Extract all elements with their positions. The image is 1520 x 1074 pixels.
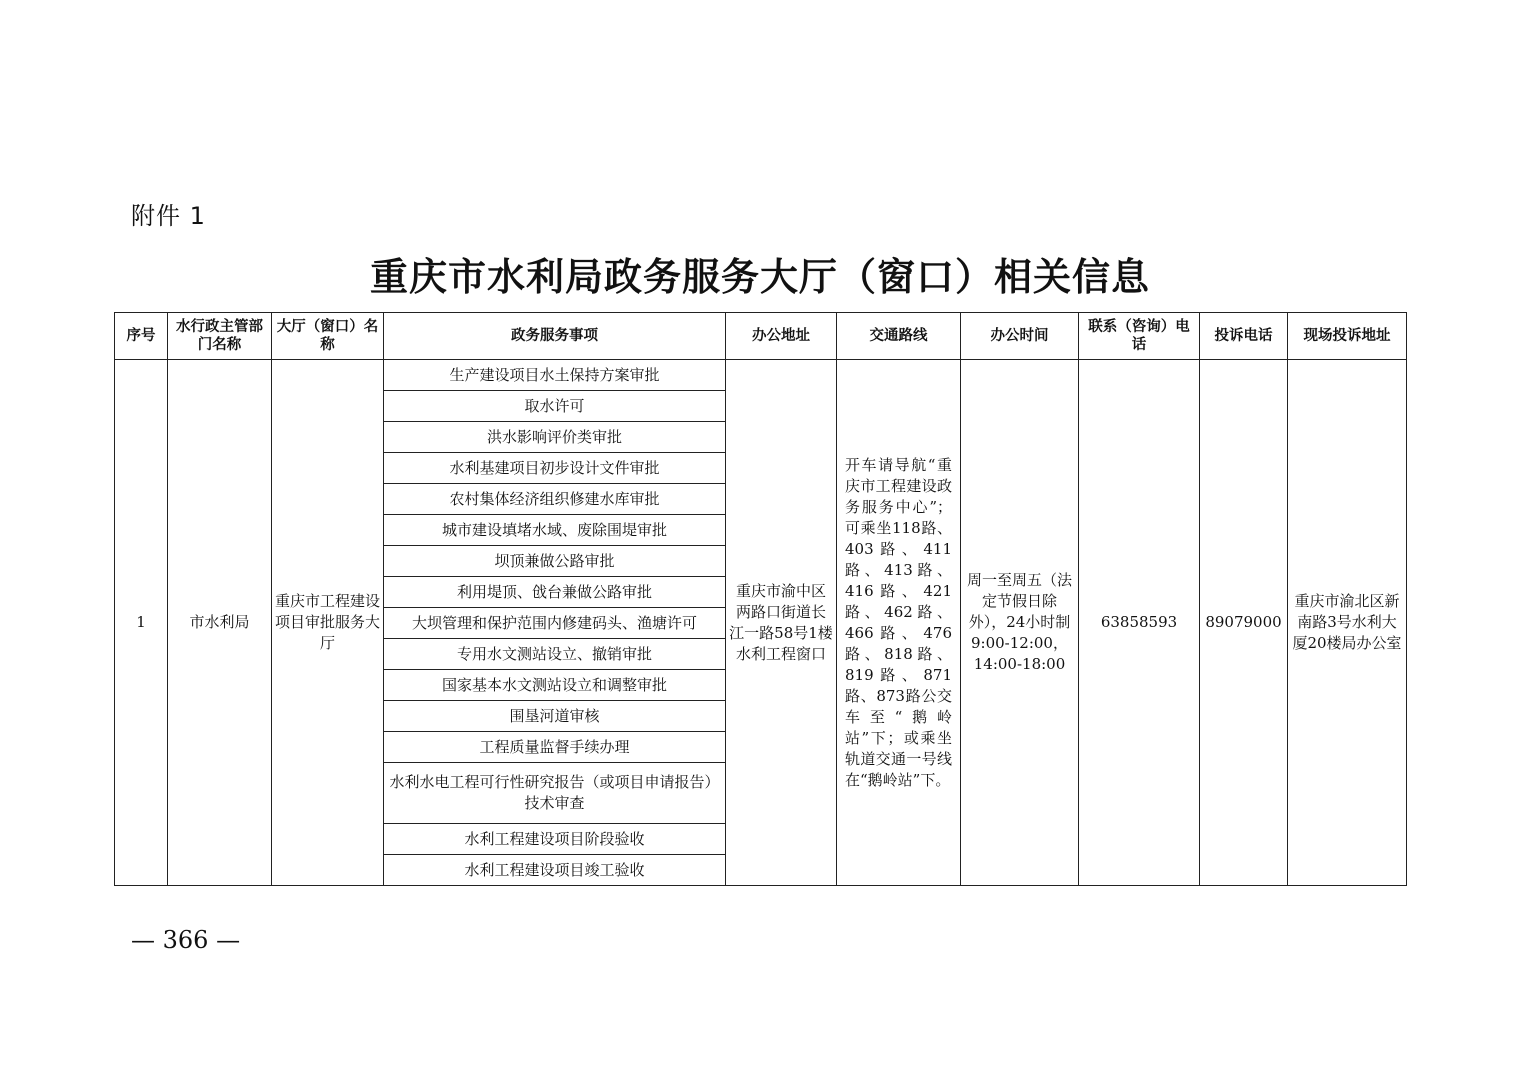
cell-hall: 重庆市工程建设项目审批服务大厅 [272,360,384,886]
header-hall: 大厅（窗口）名称 [272,313,384,360]
cell-consult-phone: 63858593 [1079,360,1200,886]
attachment-label: 附件 1 [131,202,206,230]
cell-complaint-phone: 89079000 [1200,360,1288,886]
cell-hours: 周一至周五（法定节假日除外），24小时制 9:00-12:00，14:00-18:00 [961,360,1079,886]
service-item: 水利工程建设项目竣工验收 [384,855,726,886]
cell-index: 1 [115,360,168,886]
header-address: 办公地址 [726,313,837,360]
header-row [115,313,1407,360]
service-item: 城市建设填堵水域、废除围堤审批 [384,515,726,546]
header-services: 政务服务事项 [384,313,726,360]
service-item: 专用水文测站设立、撤销审批 [384,639,726,670]
header-complaint-phone: 投诉电话 [1200,313,1288,360]
cell-route [837,360,961,886]
service-item: 利用堤顶、戗台兼做公路审批 [384,577,726,608]
service-item: 取水许可 [384,391,726,422]
page-number: — 366 — [131,926,241,954]
route-text: 开车请导航“重庆市工程建设政务服务中心”；可乘坐118路、403路、411路、413路、416路、421路、462路、466路、476路、818路、819路、871路、873路公交车至“鹅岭站”下；或乘坐轨道交通一号线在“鹅岭站”下。 [845,455,952,789]
service-item: 水利工程建设项目阶段验收 [384,824,726,855]
info-table [114,312,1407,886]
header-consult-phone: 联系（咨询）电话 [1079,313,1200,360]
service-item: 大坝管理和保护范围内修建码头、渔塘许可 [384,608,726,639]
table-row [115,360,1407,391]
service-item: 水利基建项目初步设计文件审批 [384,453,726,484]
service-item: 工程质量监督手续办理 [384,732,726,763]
page-title: 重庆市水利局政务服务大厅（窗口）相关信息 [369,255,1150,299]
cell-address: 重庆市渝中区两路口街道长江一路58号1楼水利工程窗口 [726,360,837,886]
service-item: 生产建设项目水土保持方案审批 [384,360,726,391]
header-complaint-address: 现场投诉地址 [1288,313,1407,360]
header-department: 水行政主管部门名称 [168,313,272,360]
header-hours: 办公时间 [961,313,1079,360]
service-item: 国家基本水文测站设立和调整审批 [384,670,726,701]
header-index: 序号 [115,313,168,360]
header-route: 交通路线 [837,313,961,360]
service-item: 坝顶兼做公路审批 [384,546,726,577]
service-item: 水利水电工程可行性研究报告（或项目申请报告）技术审查 [384,763,726,824]
service-item: 围垦河道审核 [384,701,726,732]
cell-department: 市水利局 [168,360,272,886]
service-item: 农村集体经济组织修建水库审批 [384,484,726,515]
service-item: 洪水影响评价类审批 [384,422,726,453]
cell-complaint-address: 重庆市渝北区新南路3号水利大厦20楼局办公室 [1288,360,1407,886]
